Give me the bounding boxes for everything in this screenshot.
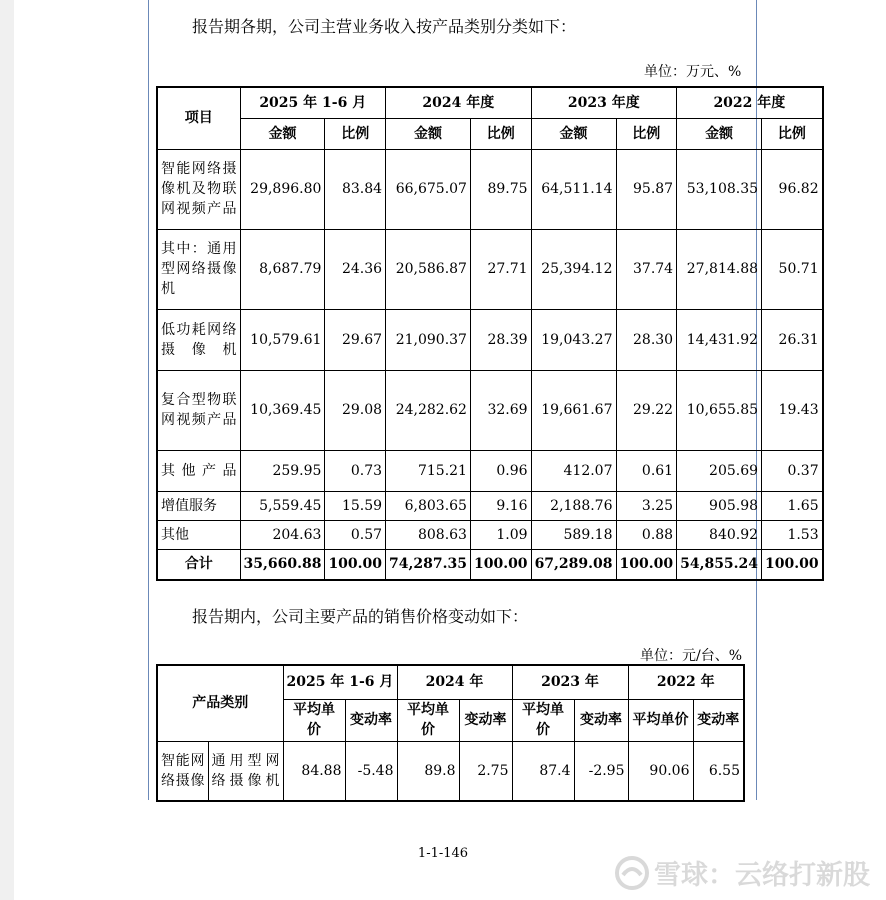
subheader-price: 平均单价 (283, 699, 345, 741)
cell-ratio: 3.25 (616, 491, 677, 520)
cell-amount: 205.69 (677, 450, 762, 491)
cell-ratio: 19.43 (762, 370, 823, 450)
row-label: 低功耗网络摄像机 (157, 309, 240, 370)
cell-price: 84.88 (283, 741, 345, 801)
col-header-period: 2025 年 1-6 月 (240, 87, 386, 118)
subheader-amount: 金额 (386, 118, 471, 149)
table-row (157, 309, 823, 370)
cell-ratio: 100.00 (616, 549, 677, 580)
cell-ratio: 0.61 (616, 450, 677, 491)
col-header-period: 2022 年度 (677, 87, 823, 118)
cell-price: 90.06 (628, 741, 693, 801)
cell-ratio: 28.30 (616, 309, 677, 370)
cell-amount: 67,289.08 (531, 549, 616, 580)
cell-change: -2.95 (574, 741, 628, 801)
left-margin-strip (0, 0, 14, 900)
cell-ratio: 29.08 (325, 370, 386, 450)
cell-price: 87.4 (512, 741, 574, 801)
cell-amount: 53,108.35 (677, 149, 762, 229)
cell-amount: 204.63 (240, 520, 325, 549)
subheader-change: 变动率 (459, 699, 512, 741)
page-number: 1-1-146 (417, 846, 469, 861)
cell-amount: 715.21 (386, 450, 471, 491)
subheader-ratio: 比例 (762, 118, 823, 149)
watermark-text: 雪球：云络打新股 (654, 860, 870, 891)
subheader-change: 变动率 (345, 699, 397, 741)
cell-amount: 808.63 (386, 520, 471, 549)
cell-amount: 54,855.24 (677, 549, 762, 580)
table-row (157, 229, 823, 309)
cell-ratio: 29.67 (325, 309, 386, 370)
product-label: 通用型网络摄像机 (208, 741, 283, 801)
cell-ratio: 0.37 (762, 450, 823, 491)
cell-amount: 25,394.12 (531, 229, 616, 309)
page-border-left (148, 0, 149, 800)
cell-amount: 905.98 (677, 491, 762, 520)
intro-paragraph: 报告期各期，公司主营业务收入按产品类别分类如下： (192, 17, 577, 36)
col-header-category: 产品类别 (157, 665, 283, 741)
cell-amount: 29,896.80 (240, 149, 325, 229)
watermark (614, 853, 870, 892)
table-row (157, 741, 744, 801)
cell-ratio: 100.00 (325, 549, 386, 580)
subheader-price: 平均单价 (628, 699, 693, 741)
cell-amount: 5,559.45 (240, 491, 325, 520)
subheader-amount: 金额 (677, 118, 762, 149)
cell-amount: 2,188.76 (531, 491, 616, 520)
cell-ratio: 32.69 (470, 370, 531, 450)
cell-amount: 259.95 (240, 450, 325, 491)
subheader-amount: 金额 (240, 118, 325, 149)
cell-ratio: 27.71 (470, 229, 531, 309)
cell-ratio: 15.59 (325, 491, 386, 520)
subheader-change: 变动率 (574, 699, 628, 741)
col-header-period: 2023 年度 (531, 87, 677, 118)
table-row (157, 149, 823, 229)
col-header-period: 2024 年度 (386, 87, 532, 118)
cell-ratio: 100.00 (762, 549, 823, 580)
row-label: 智能网络摄像机及物联网视频产品 (157, 149, 240, 229)
cell-ratio: 1.53 (762, 520, 823, 549)
cell-ratio: 50.71 (762, 229, 823, 309)
revenue-by-category-table (156, 86, 824, 581)
cell-ratio: 9.16 (470, 491, 531, 520)
row-label: 其他产品 (157, 450, 240, 491)
cell-amount: 21,090.37 (386, 309, 471, 370)
cell-ratio: 96.82 (762, 149, 823, 229)
cell-amount: 10,655.85 (677, 370, 762, 450)
total-row (157, 549, 823, 580)
col-header-period: 2022 年 (628, 665, 744, 699)
unit-label-2: 单位：元/台、% (640, 648, 743, 664)
col-header-item: 项目 (157, 87, 240, 149)
table-row (157, 520, 823, 549)
cell-change: 2.75 (459, 741, 512, 801)
row-label: 其他 (157, 520, 240, 549)
cell-ratio: 95.87 (616, 149, 677, 229)
cell-ratio: 29.22 (616, 370, 677, 450)
table-row (157, 491, 823, 520)
cell-ratio: 0.96 (470, 450, 531, 491)
unit-label-1: 单位：万元、% (644, 64, 742, 80)
cell-amount: 24,282.62 (386, 370, 471, 450)
cell-amount: 840.92 (677, 520, 762, 549)
subheader-price: 平均单价 (512, 699, 574, 741)
cell-ratio: 89.75 (470, 149, 531, 229)
cell-ratio: 0.57 (325, 520, 386, 549)
row-label: 增值服务 (157, 491, 240, 520)
cell-ratio: 0.88 (616, 520, 677, 549)
cell-amount: 10,579.61 (240, 309, 325, 370)
snowball-logo-icon (614, 855, 650, 891)
category-label: 智能网络摄像 (157, 741, 208, 801)
row-label: 其中：通用型网络摄像机 (157, 229, 240, 309)
cell-ratio: 83.84 (325, 149, 386, 229)
table-row (157, 450, 823, 491)
col-header-period: 2024 年 (397, 665, 512, 699)
cell-amount: 6,803.65 (386, 491, 471, 520)
cell-change: -5.48 (345, 741, 397, 801)
cell-ratio: 37.74 (616, 229, 677, 309)
total-label: 合计 (157, 549, 240, 580)
cell-amount: 20,586.87 (386, 229, 471, 309)
price-paragraph: 报告期内，公司主要产品的销售价格变动如下： (192, 607, 529, 626)
cell-ratio: 0.73 (325, 450, 386, 491)
col-header-period: 2023 年 (512, 665, 628, 699)
cell-amount: 8,687.79 (240, 229, 325, 309)
cell-ratio: 1.09 (470, 520, 531, 549)
price-change-table (156, 664, 745, 802)
cell-ratio: 28.39 (470, 309, 531, 370)
subheader-ratio: 比例 (470, 118, 531, 149)
cell-amount: 14,431.92 (677, 309, 762, 370)
cell-amount: 66,675.07 (386, 149, 471, 229)
cell-ratio: 1.65 (762, 491, 823, 520)
cell-amount: 35,660.88 (240, 549, 325, 580)
cell-amount: 19,043.27 (531, 309, 616, 370)
subheader-amount: 金额 (531, 118, 616, 149)
cell-amount: 27,814.88 (677, 229, 762, 309)
cell-amount: 74,287.35 (386, 549, 471, 580)
cell-amount: 19,661.67 (531, 370, 616, 450)
subheader-ratio: 比例 (616, 118, 677, 149)
cell-amount: 10,369.45 (240, 370, 325, 450)
cell-amount: 64,511.14 (531, 149, 616, 229)
cell-ratio: 100.00 (470, 549, 531, 580)
cell-amount: 412.07 (531, 450, 616, 491)
col-header-period: 2025 年 1-6 月 (283, 665, 397, 699)
subheader-price: 平均单价 (397, 699, 459, 741)
cell-change: 6.55 (693, 741, 744, 801)
subheader-change: 变动率 (693, 699, 744, 741)
cell-price: 89.8 (397, 741, 459, 801)
cell-amount: 589.18 (531, 520, 616, 549)
row-label: 复合型物联网视频产品 (157, 370, 240, 450)
table-row (157, 370, 823, 450)
subheader-ratio: 比例 (325, 118, 386, 149)
cell-ratio: 26.31 (762, 309, 823, 370)
cell-ratio: 24.36 (325, 229, 386, 309)
